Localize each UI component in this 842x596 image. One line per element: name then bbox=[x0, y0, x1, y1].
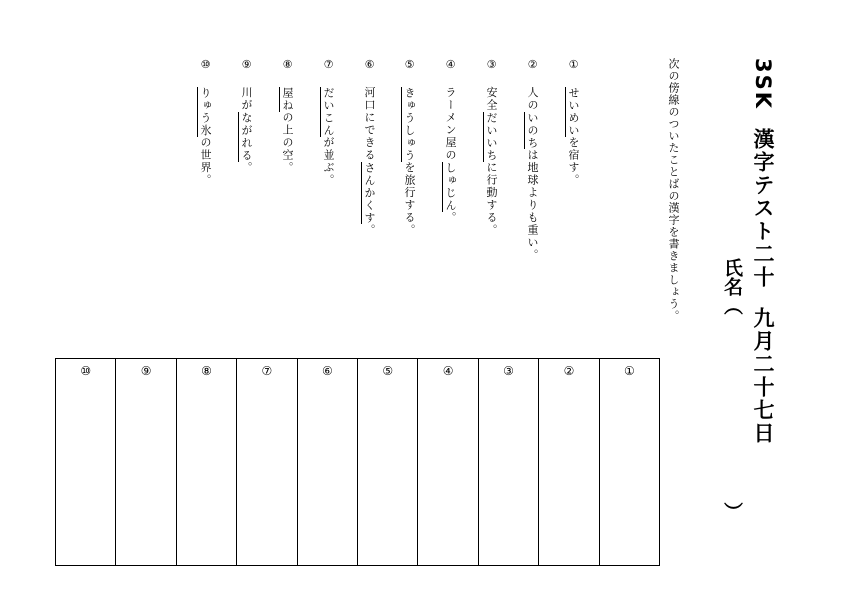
question-8: ⑧屋ねの上の空。 bbox=[281, 58, 294, 174]
answer-box-number: ⑧ bbox=[201, 364, 212, 378]
answer-box-number: ⑨ bbox=[140, 364, 152, 378]
answer-box-number: ③ bbox=[503, 364, 514, 378]
question-5: ⑤きゅうしゅうを旅行する。 bbox=[403, 58, 416, 237]
answer-box-number: ⑥ bbox=[321, 364, 333, 378]
underlined-word: いのち bbox=[526, 111, 539, 149]
question-number: ④ bbox=[444, 58, 457, 73]
test-title: 漢字テスト二十 bbox=[751, 128, 775, 290]
answer-box-6[interactable] bbox=[297, 359, 357, 565]
question-2: ②人のいのちは地球よりも重い。 bbox=[526, 58, 539, 262]
answer-box-number: ② bbox=[563, 364, 575, 378]
test-title-column bbox=[752, 58, 773, 445]
question-number: ⑨ bbox=[240, 58, 253, 73]
name-field-close: ） bbox=[721, 502, 743, 521]
underlined-word: さんかくす bbox=[363, 161, 376, 224]
class-label: 3SK bbox=[751, 58, 775, 111]
answer-box-9[interactable] bbox=[115, 359, 175, 565]
answer-box-number: ⑦ bbox=[261, 364, 273, 378]
answer-box-10[interactable] bbox=[56, 359, 115, 565]
question-number: ⑩ bbox=[199, 58, 212, 73]
question-3: ③安全だいいちに行動する。 bbox=[485, 58, 498, 237]
underlined-word: 屋ね bbox=[281, 86, 294, 112]
underlined-word: りゅう氷 bbox=[199, 86, 212, 137]
answer-box-8[interactable] bbox=[176, 359, 236, 565]
answer-box-1[interactable] bbox=[599, 359, 659, 565]
answer-box-number: ① bbox=[623, 364, 635, 378]
underlined-word: だいこん bbox=[322, 86, 335, 137]
instruction-text: 次の傍線のついたことばの漢字を書きましょう。 bbox=[667, 58, 680, 322]
question-number: ⑥ bbox=[363, 58, 376, 73]
answer-box-3[interactable] bbox=[478, 359, 538, 565]
question-number: ⑤ bbox=[403, 58, 416, 73]
question-9: ⑨川がながれる。 bbox=[240, 58, 253, 174]
question-6: ⑥河口にできるさんかくす。 bbox=[363, 58, 376, 237]
question-7: ⑦だいこんが並ぶ。 bbox=[322, 58, 335, 187]
name-label: 氏名（ bbox=[721, 258, 743, 315]
underlined-word: しゅじん bbox=[444, 161, 457, 212]
question-number: ⑦ bbox=[322, 58, 335, 73]
underlined-word: ながれる bbox=[240, 111, 253, 162]
answer-box-number: ⑩ bbox=[80, 364, 92, 378]
question-4: ④ラーメン屋のしゅじん。 bbox=[444, 58, 457, 224]
question-number: ③ bbox=[485, 58, 498, 73]
question-10: ⑩りゅう氷の世界。 bbox=[199, 58, 212, 187]
underlined-word: だいいち bbox=[485, 111, 498, 162]
question-number: ⑧ bbox=[281, 58, 294, 73]
answer-box-number: ④ bbox=[442, 364, 454, 378]
answer-box-2[interactable] bbox=[538, 359, 598, 565]
answer-box-7[interactable] bbox=[236, 359, 296, 565]
answer-box-5[interactable] bbox=[357, 359, 417, 565]
answer-box-4[interactable] bbox=[417, 359, 477, 565]
answer-box-number: ⑤ bbox=[382, 364, 394, 378]
question-1: ①せいめいを宿す。 bbox=[567, 58, 580, 187]
answer-table bbox=[55, 358, 660, 566]
underlined-word: きゅうしゅう bbox=[403, 86, 416, 162]
question-number: ② bbox=[526, 58, 539, 73]
test-date: 九月二十七日 bbox=[751, 307, 775, 446]
question-number: ① bbox=[567, 58, 580, 73]
underlined-word: せいめい bbox=[567, 86, 580, 137]
